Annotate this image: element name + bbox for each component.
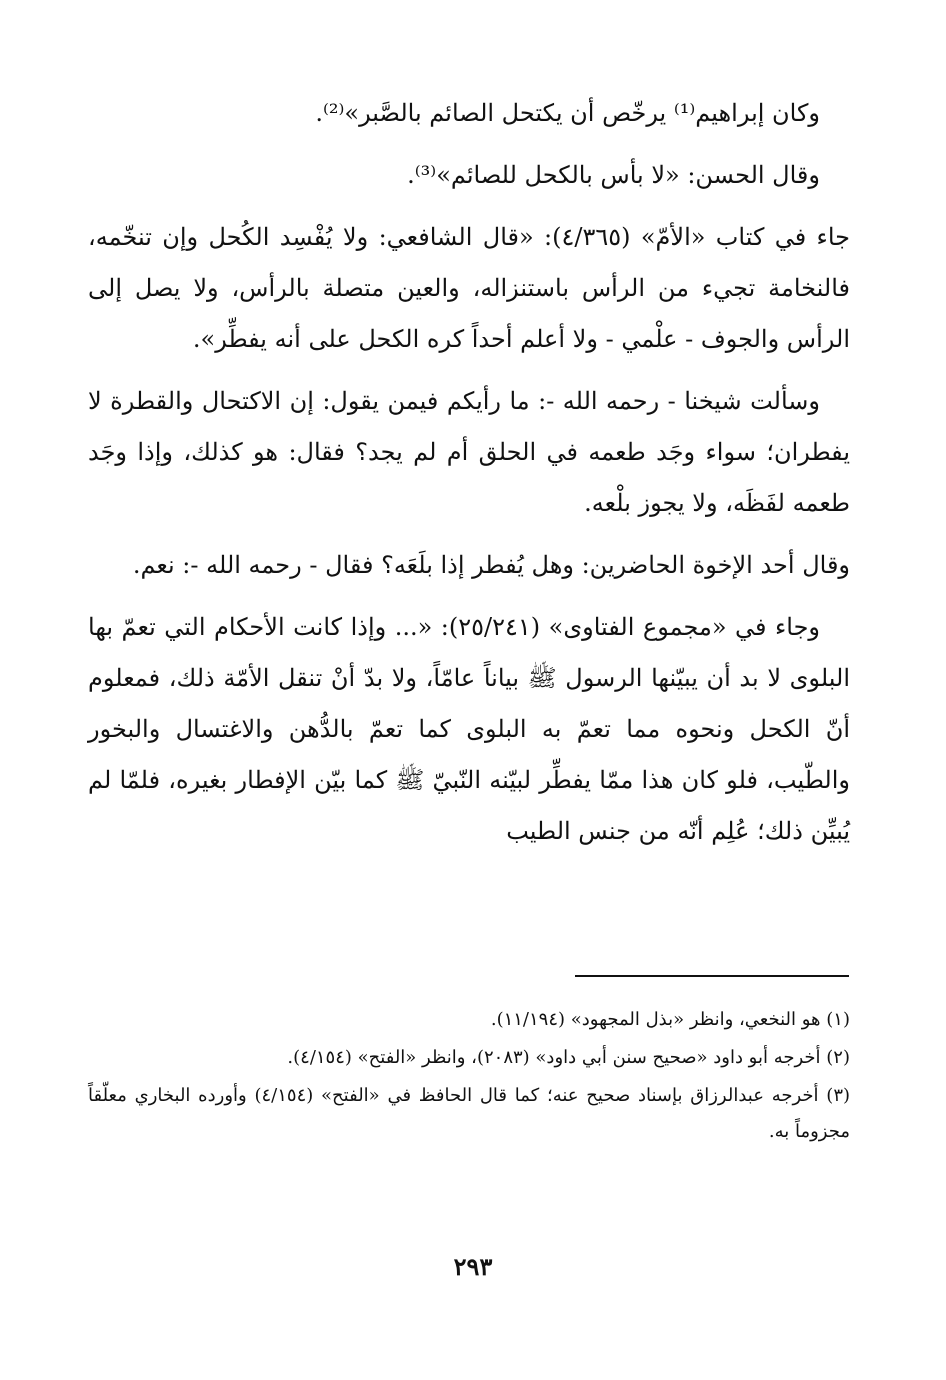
paragraph-al-umm: جاء في كتاب «الأمّ» (٤/٣٦٥): «قال الشافعي: ولا يُفْسِد الكُحل وإن تنخّمه، فالنخامة تجيء من الرأس باستنزاله، والعين متصلة بالرأس، ولا يصل إلى الرأس والجوف - علْمي - ولا أعلم أحداً كره الكحل على أنه يفطِّر». bbox=[88, 223, 851, 353]
page-number: ٢٩٣ bbox=[453, 1252, 493, 1281]
footnote-2: (٢) أخرجه أبو داود «صحيح سنن أبي داود» (٢٠٨٣)، وانظر «الفتح» (٤/١٥٤). bbox=[287, 1047, 850, 1068]
paragraph-majmu-fatawa: وجاء في «مجموع الفتاوى» (٢٥/٢٤١): «... وإذا كانت الأحكام التي تعمّ بها البلوى لا بد أن يبيّنها الرسول ﷺ بياناً عامّاً، ولا بدّ أنْ تنقل الأمّة ذلك، فمعلوم أنّ الكحل ونحوه مما تعمّ به البلوى كما تعمّ بالدُّهن والاغتسال والبخور والطّيب، فلو كان هذا ممّا يفطِّر لبيّنه النّبيّ ﷺ كما بيّن الإفطار بغيره، فلمّا لم يُبيِّن ذلك؛ عُلِم أنّه من جنس الطيب bbox=[88, 613, 850, 845]
footnote-separator bbox=[575, 975, 849, 977]
paragraph-ibrahim: وكان إبراهيم⁽¹⁾ يرخّص أن يكتحل الصائم بالصَّبر»⁽²⁾. bbox=[315, 99, 820, 127]
paragraph-hasan: وقال الحسن: «لا بأس بالكحل للصائم»⁽³⁾. bbox=[407, 161, 820, 189]
paragraph-brother-question: وقال أحد الإخوة الحاضرين: وهل يُفطر إذا بلَعَه؟ فقال - رحمه الله -: نعم. bbox=[132, 551, 850, 579]
footnotes-block bbox=[88, 1002, 850, 1152]
main-text-block bbox=[88, 88, 850, 868]
paragraph-shaykh-question: وسألت شيخنا - رحمه الله -: ما رأيكم فيمن يقول: إن الاكتحال والقطرة لا يفطران؛ سواء وجَد طعمه في الحلق أم لم يجد؟ فقال: هو كذلك، وإذا وجَد طعمه لفَظَه، ولا يجوز بلْعه. bbox=[88, 387, 850, 517]
footnote-3: (٣) أخرجه عبدالرزاق بإسناد صحيح عنه؛ كما قال الحافظ في «الفتح» (٤/١٥٤) وأورده البخاري معلّقاً مجزوماً به. bbox=[88, 1085, 851, 1142]
footnote-1: (١) هو النخعي، وانظر «بذل المجهود» (١١/١٩٤). bbox=[490, 1009, 850, 1030]
